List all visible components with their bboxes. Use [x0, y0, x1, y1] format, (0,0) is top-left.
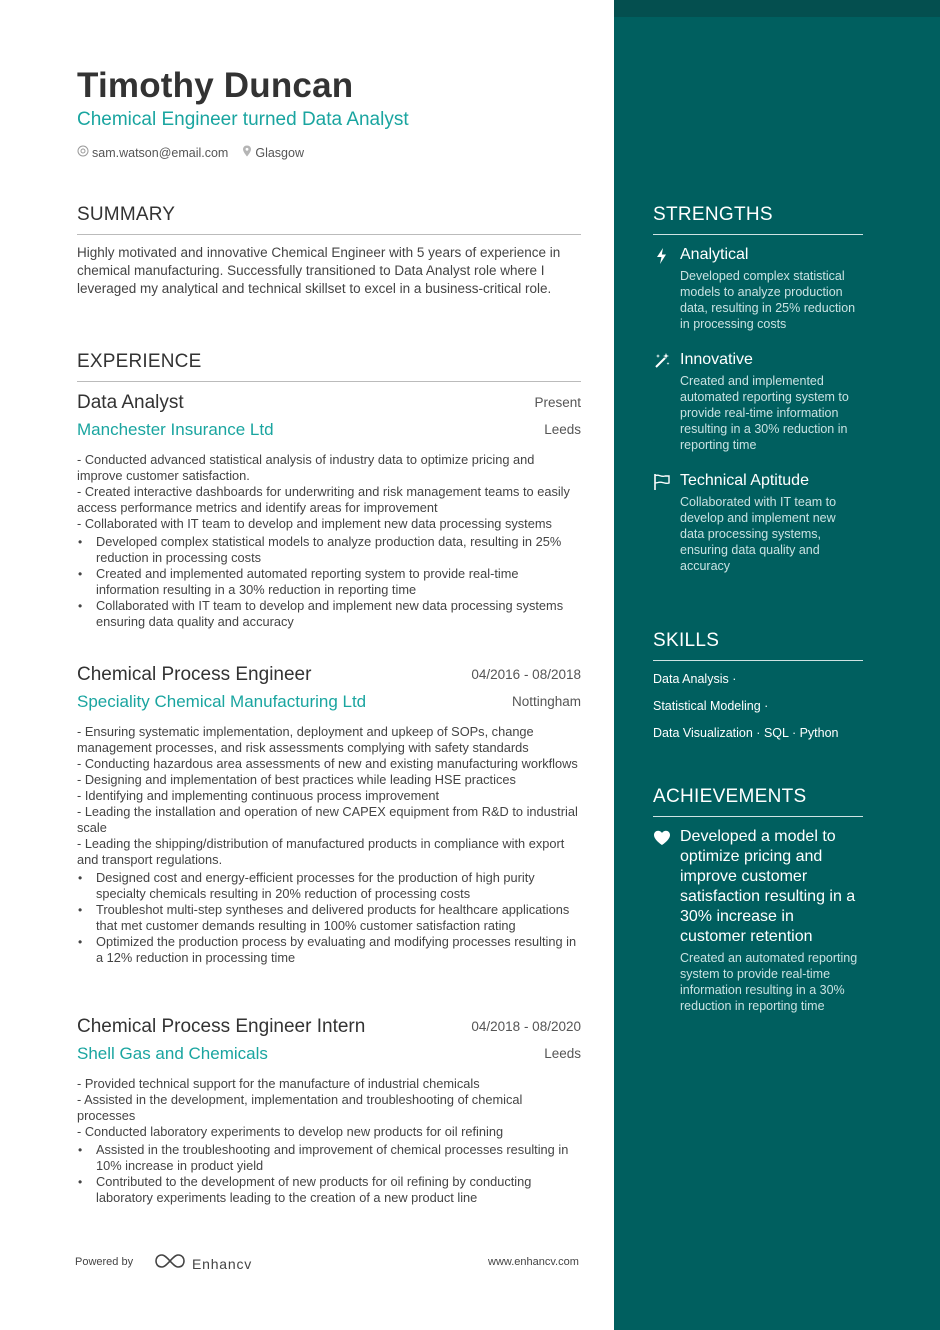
achievement-bullets: [77, 534, 581, 630]
sidebar-top-strip: [614, 0, 940, 17]
strength-description: Collaborated with IT team to develop and implement new data processing systems, ensuring data quality and accuracy: [680, 495, 837, 573]
candidate-name: Timothy Duncan: [77, 66, 354, 105]
job-date: Present: [534, 395, 581, 410]
job-entry: [77, 1016, 581, 1205]
bullet-item: • Optimized the production process by evaluating and modifying processes resulting in a 12% reduction in processing time: [77, 934, 581, 966]
job-entry: [77, 392, 581, 629]
powered-by-text: Powered by: [75, 1256, 134, 1268]
bullet-item: • Created and implemented automated reporting system to provide real-time information resulting in a 30% reduction in reporting time: [77, 566, 581, 598]
bullet-item: • Contributed to the development of new products for oil refining by conducting laboratory experiments leading to the creation of a new product line: [77, 1174, 581, 1206]
strength-title: Technical Aptitude: [680, 472, 809, 489]
strength-description: Developed complex statistical models to analyze production data, resulting in 25% reduction in processing costs: [680, 269, 856, 331]
bullet-item: • Developed complex statistical models to analyze production data, resulting in 25% reduction in processing costs: [77, 534, 581, 566]
bullet-item: • Assisted in the troubleshooting and improvement of chemical processes resulting in 10% increase in product yield: [77, 1142, 581, 1174]
job-duty: - Leading the installation and operation of new CAPEX equipment from R&D to industrial scale: [77, 804, 578, 835]
job-date: 04/2018 - 08/2020: [471, 1019, 581, 1034]
skills-section: [653, 630, 863, 750]
job-duty: - Leading the shipping/distribution of manufactured products in compliance with export and transport regulations.: [77, 836, 565, 867]
location-pin-icon: [242, 145, 252, 160]
experience-heading: EXPERIENCE: [77, 351, 581, 382]
achievement-item: [653, 827, 863, 1014]
job-duty: - Ensuring systematic implementation, deployment and upkeep of SOPs, change management processes, and risk assessments complying with safety standards: [77, 724, 534, 755]
contact-row: [77, 145, 304, 160]
job-duty: - Conducting hazardous area assessments of new and existing manufacturing workflows: [77, 756, 578, 771]
email-text: sam.watson@email.com: [92, 145, 229, 160]
skills-list: [653, 669, 863, 750]
job-location: Leeds: [544, 422, 581, 437]
job-duty: - Conducted advanced statistical analysis of industry data to optimize pricing and improve customer satisfaction.: [77, 452, 535, 483]
job-duty: - Provided technical support for the manufacture of industrial chemicals: [77, 1076, 480, 1091]
strength-item: [653, 471, 863, 574]
location-text: Glasgow: [255, 145, 304, 160]
strengths-heading: STRENGTHS: [653, 204, 863, 235]
job-location: Nottingham: [511, 694, 581, 709]
summary-text: Highly motivated and innovative Chemical Engineer with 5 years of experience in chemical manufacturing. Successfully transitioned to Data Analyst role where I leveraged my analytical and technical skillset to excel in a business-critical role.: [77, 245, 561, 296]
skill-tag: Data Visualization · SQL · Python: [653, 726, 839, 740]
headline: Chemical Engineer turned Data Analyst: [77, 109, 409, 130]
achievement-bullets: [77, 870, 581, 966]
flag-icon: [653, 473, 671, 491]
strength-title: Innovative: [680, 351, 753, 368]
bullet-item: • Collaborated with IT team to develop and implement new data processing systems ensuring data quality and accuracy: [77, 598, 581, 630]
job-company: Speciality Chemical Manufacturing Ltd: [77, 692, 367, 711]
strength-item: [653, 245, 863, 332]
job-entry: [77, 664, 581, 965]
heart-icon: [653, 829, 671, 847]
strength-item: [653, 350, 863, 453]
achievement-title: Developed a model to optimize pricing and improve customer satisfaction resulting in a 30% increase in customer retention: [680, 828, 856, 945]
job-duty: - Created interactive dashboards for underwriting and risk management teams to easily access performance metrics and identify areas for improvement: [77, 484, 570, 515]
strengths-section: [653, 204, 863, 574]
skills-heading: SKILLS: [653, 630, 863, 661]
job-description: [77, 724, 581, 966]
bullet-item: • Troubleshot multi-step syntheses and delivered products for healthcare applications that met customer demands resulting in 100% customer satisfaction rating: [77, 902, 581, 934]
lightning-icon: [653, 247, 671, 265]
job-duty: - Conducted laboratory experiments to develop new products for oil refining: [77, 1124, 504, 1139]
job-company: Manchester Insurance Ltd: [77, 420, 274, 439]
job-duty: - Identifying and implementing continuous process improvement: [77, 788, 440, 803]
at-icon: [77, 145, 89, 160]
achievement-description: Created an automated reporting system to provide real-time information resulting in a 30% reduction in reporting time: [680, 951, 858, 1013]
infinity-logo-icon: [154, 1252, 186, 1275]
job-duty: - Designing and implementation of best practices while leading HSE practices: [77, 772, 516, 787]
sidebar: [614, 0, 940, 1330]
strength-title: Analytical: [680, 246, 749, 263]
strength-description: Created and implemented automated reporting system to provide real-time information resulting in a 30% reduction in reporting time: [680, 374, 849, 452]
wand-icon: [653, 352, 671, 370]
job-title: Data Analyst: [77, 392, 184, 413]
enhancv-logo[interactable]: [154, 1252, 252, 1275]
skill-tag: Statistical Modeling ·: [653, 699, 769, 713]
skill-tag: Data Analysis ·: [653, 672, 737, 686]
job-title: Chemical Process Engineer: [77, 664, 312, 685]
brand-name: Enhancv: [192, 1255, 253, 1272]
job-description: [77, 452, 581, 630]
achievements-section: [653, 786, 863, 1014]
achievements-heading: ACHIEVEMENTS: [653, 786, 863, 817]
job-title: Chemical Process Engineer Intern: [77, 1016, 366, 1037]
bullet-item: • Designed cost and energy-efficient processes for the production of high purity specialty chemicals resulting in 20% reduction of processing costs: [77, 870, 581, 902]
job-location: Leeds: [544, 1046, 581, 1061]
job-company: Shell Gas and Chemicals: [77, 1044, 268, 1063]
job-duty: - Collaborated with IT team to develop and implement new data processing systems: [77, 516, 552, 531]
summary-heading: SUMMARY: [77, 204, 581, 235]
footer-url-link[interactable]: www.enhancv.com: [488, 1256, 579, 1268]
achievement-bullets: [77, 1142, 581, 1206]
job-duty: - Assisted in the development, implementation and troubleshooting of chemical processes: [77, 1092, 523, 1123]
job-description: [77, 1076, 581, 1206]
job-date: 04/2016 - 08/2018: [471, 667, 581, 682]
